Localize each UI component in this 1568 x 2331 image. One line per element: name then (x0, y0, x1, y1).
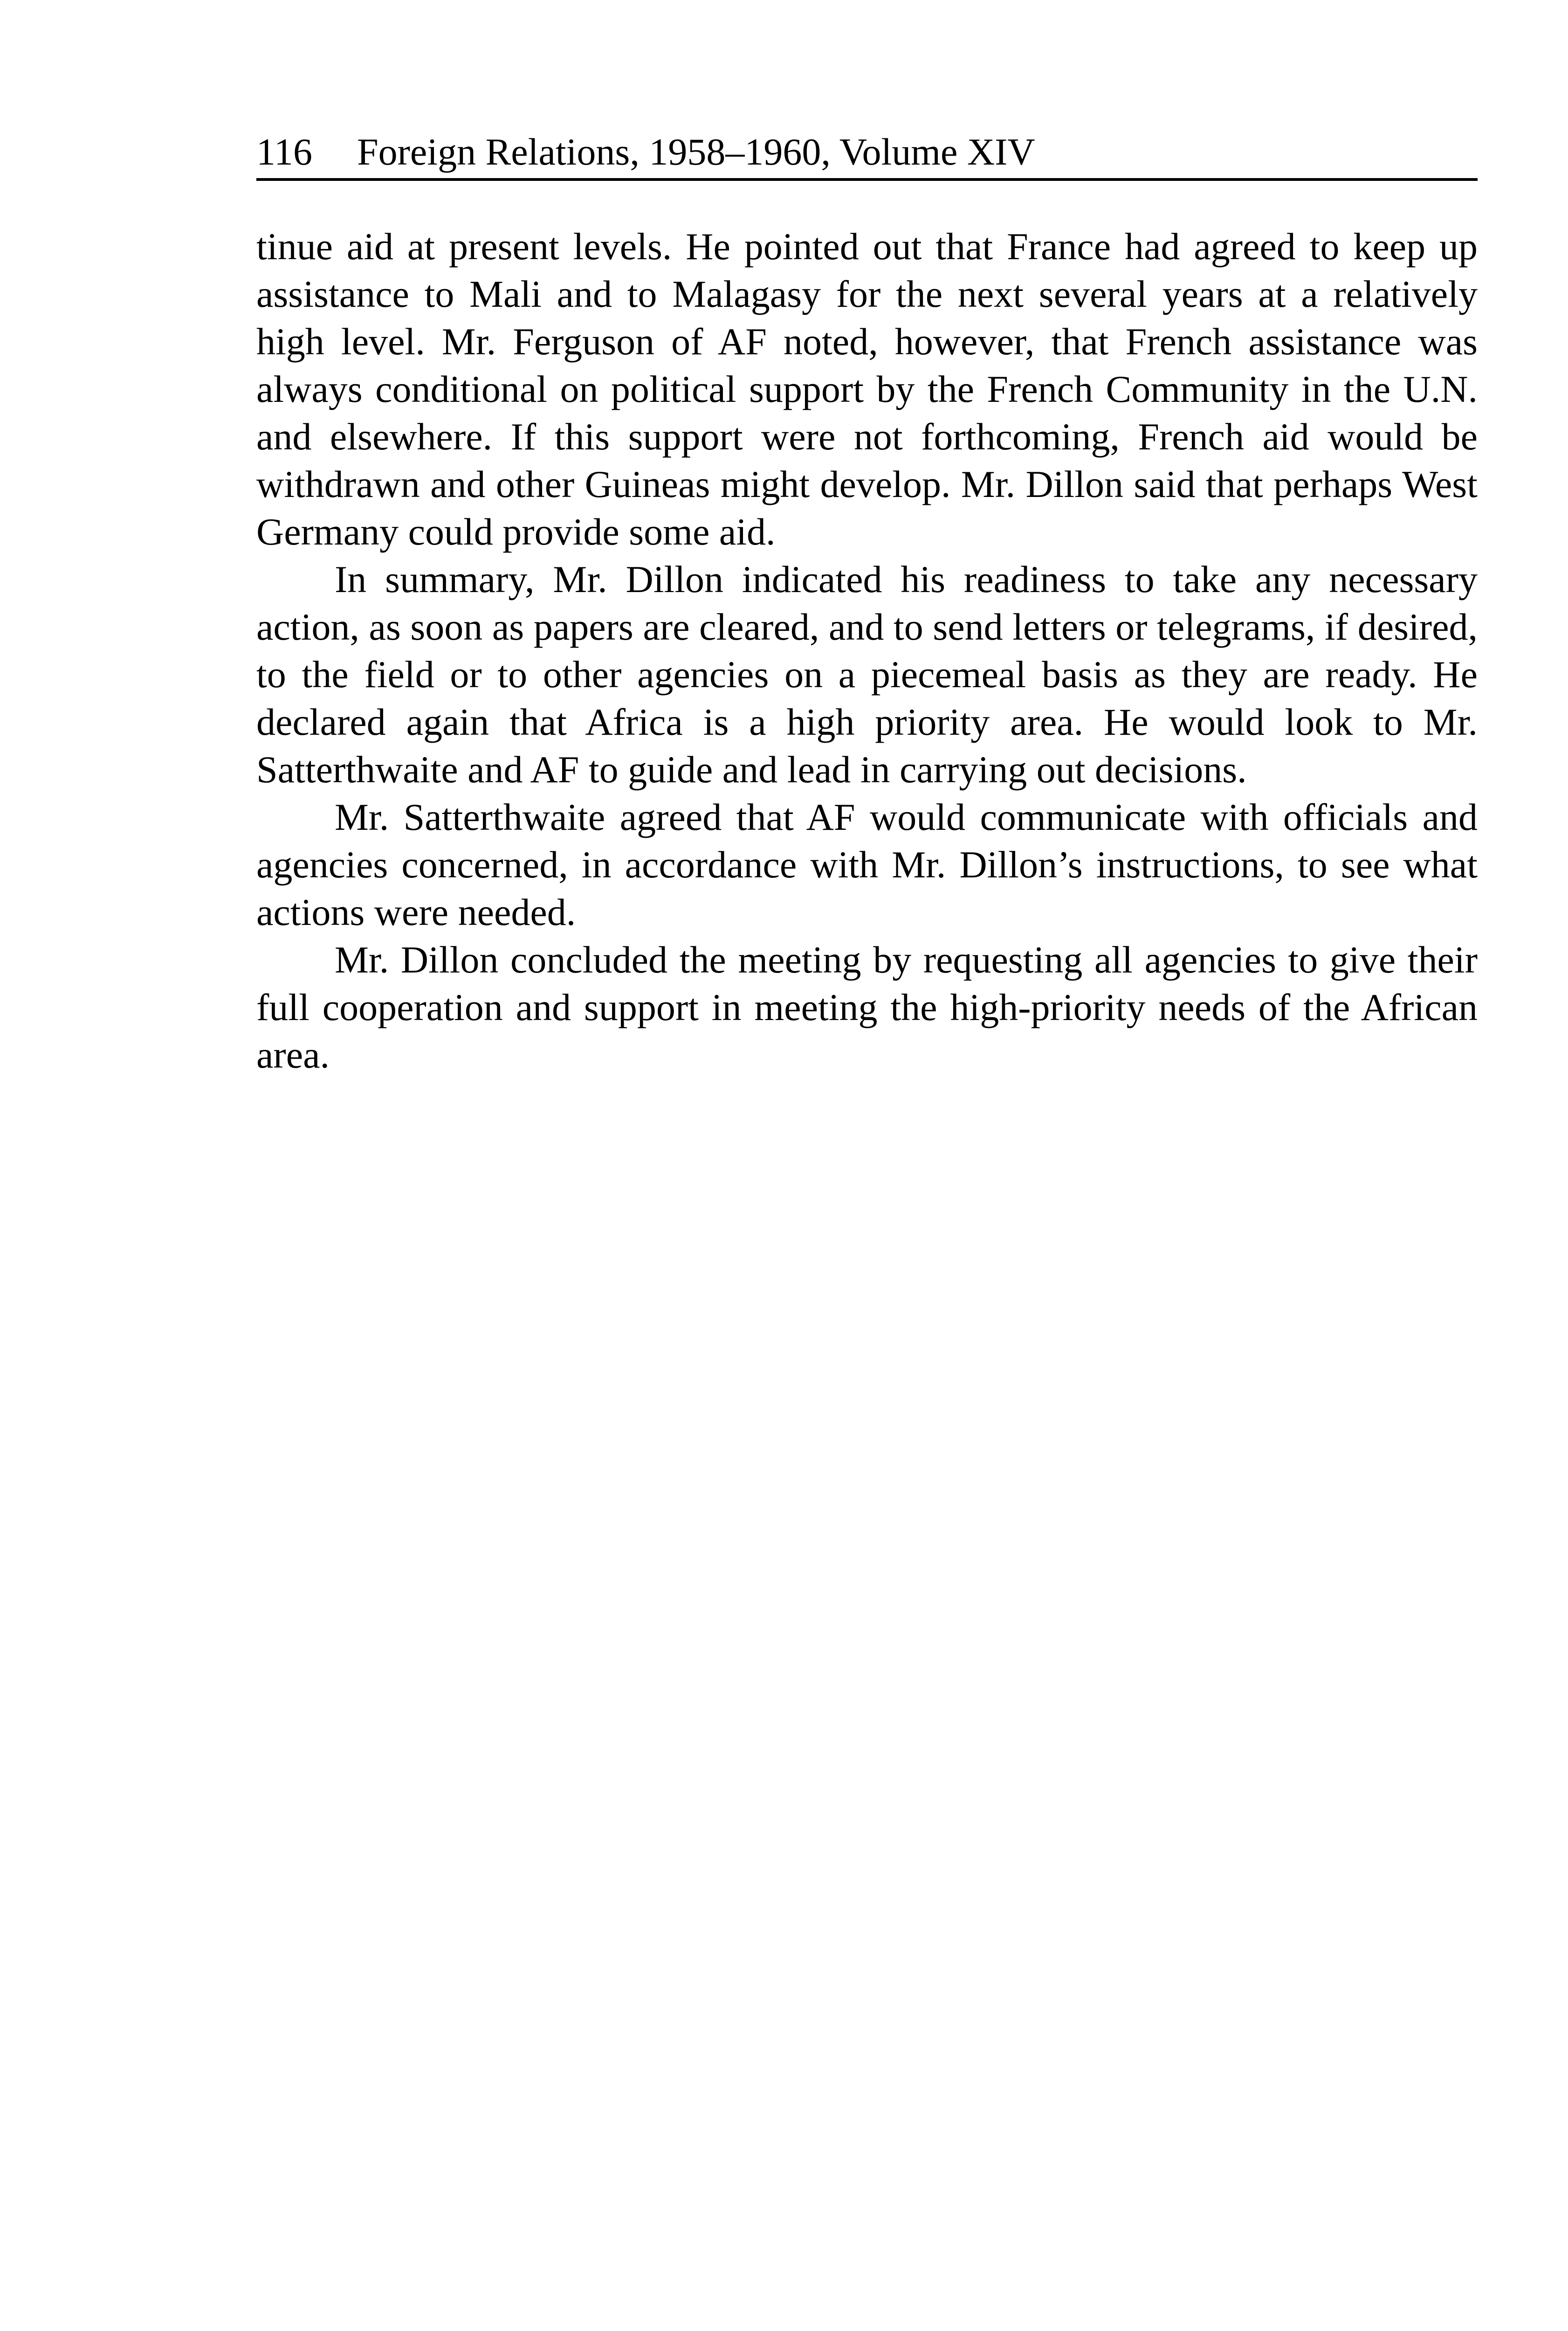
page-number: 116 (256, 131, 312, 173)
paragraph-conclusion: Mr. Dillon concluded the meeting by requesting all agencies to give their full cooperation and support in meeting the high-priority needs of the African area. (256, 938, 1478, 1076)
volume-title: Foreign Relations, 1958–1960, Volume XIV (357, 131, 1035, 173)
paragraph-summary: In summary, Mr. Dillon indicated his readiness to take any necessary action, as soon as papers are cleared, and to send letters or telegrams, if desired, to the field or to other agencies on a piecemeal basis as they are ready. He declared again that Africa is a high priority area. He would look to Mr. Satterthwaite and AF to guide and lead in carrying out decisions. (256, 558, 1478, 791)
running-head (256, 125, 1478, 181)
body-text (256, 223, 1478, 1079)
paragraph-satterthwaite: Mr. Satterthwaite agreed that AF would communicate with officials and agencies concerned, in accordance with Mr. Dillon’s instructions, to see what actions were needed. (256, 796, 1478, 933)
paragraph-continued: tinue aid at present levels. He pointed out that France had agreed to keep up assistance to Mali and to Malagasy for the next several years at a relatively high level. Mr. Ferguson of AF noted, however, that French assistance was always conditional on political support by the French Community in the U.N. and elsewhere. If this support were not forthcoming, French aid would be withdrawn and other Guineas might develop. Mr. Dillon said that perhaps West Germany could provide some aid. (256, 225, 1478, 553)
